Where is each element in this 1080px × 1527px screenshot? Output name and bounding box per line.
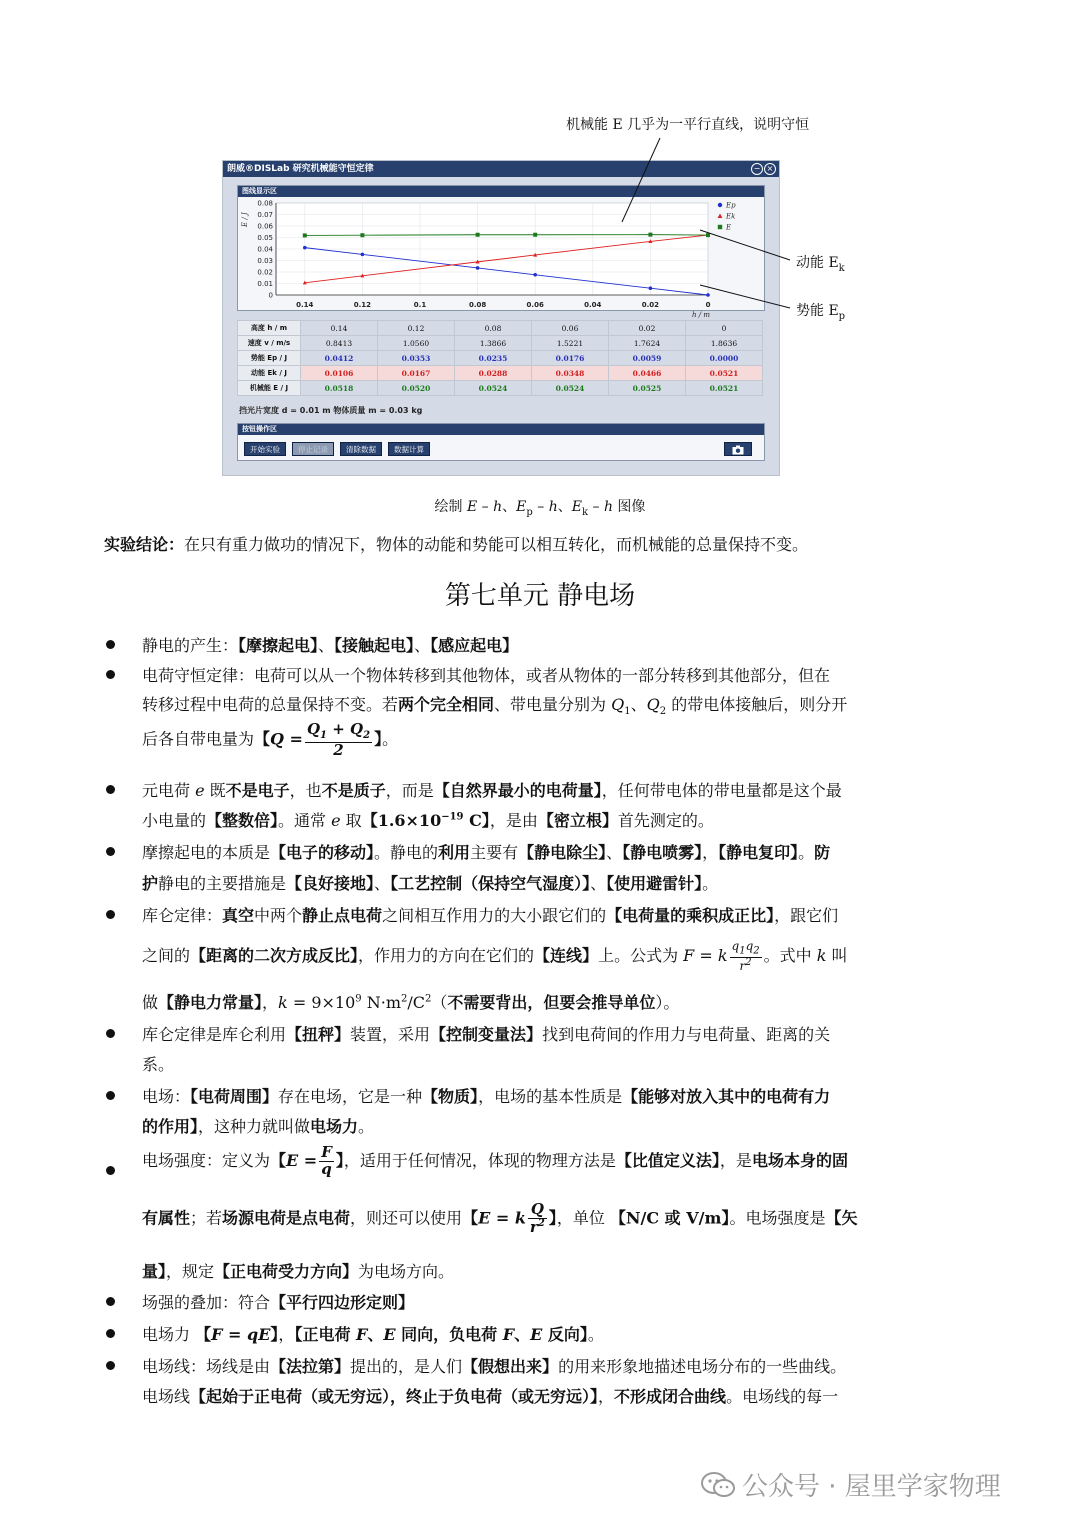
clear-data-button[interactable]: 清除数据 <box>340 442 382 456</box>
operation-panel <box>237 423 765 461</box>
x-tick-label: 0.04 <box>584 301 602 309</box>
table-row-label: 速度 v / m/s <box>238 336 301 351</box>
table-row-label: 高度 h / m <box>238 321 301 336</box>
table-cell: 0 <box>686 321 763 336</box>
table-cell: 0.0524 <box>532 381 609 396</box>
table-cell: 0.0167 <box>378 366 455 381</box>
list-item: 之间的【距离的二次方成反比】，作用力的方向在它们的【连线】上。公式为 F = k $\frac{q_1q_2}{r^2}$ 。式中 k 叫 <box>142 939 848 973</box>
list-item: 电场线：场线是由【法拉第】提出的，是人们【假想出来】的用来形象地描述电场分布的一些曲线。 <box>142 1357 847 1376</box>
op-panel-title: 按钮操作区 <box>238 424 764 435</box>
x-tick-label: 0.02 <box>641 301 660 309</box>
table-cell: 1.8636 <box>686 336 763 351</box>
x-tick-label: 0.1 <box>413 301 427 309</box>
bullet <box>106 670 115 679</box>
bullet <box>106 1091 115 1100</box>
y-tick-label: 0.06 <box>257 222 273 231</box>
bullet <box>106 1029 115 1038</box>
table-cell: 0.0521 <box>686 381 763 396</box>
annotation-lines <box>0 0 1080 340</box>
y-axis-label: E / J <box>241 212 249 227</box>
annotation-mechanical-energy: 机械能 E 几乎为一平行直线，说明守恒 <box>566 117 810 133</box>
compute-data-button[interactable]: 数据计算 <box>388 442 430 456</box>
section-heading: 第七单元 静电场 <box>444 581 636 611</box>
list-item: 电场线【起始于正电荷（或无穷远），终止于负电荷（或无穷远）】，不形成闭合曲线。电场线的每一 <box>142 1387 839 1406</box>
list-item: 护静电的主要措施是【良好接地】、【工艺控制（保持空气湿度）】、【使用避雷针】。 <box>142 874 719 893</box>
list-item: 元电荷 e 既不是电子，也不是质子，而是【自然界最小的电荷量】，任何带电体的带电量都是这个最 <box>142 781 842 800</box>
table-cell: 1.0560 <box>378 336 455 351</box>
legend-label: Ek <box>726 212 736 221</box>
y-tick-label: 0.07 <box>257 211 273 219</box>
window-title: 朗威®DISLab 研究机械能守恒定律 <box>223 161 779 177</box>
table-cell: 0.0466 <box>609 366 686 381</box>
table-cell: 1.7624 <box>609 336 686 351</box>
list-item: 转移过程中电荷的总量保持不变。若两个完全相同、带电量分别为 $Q_1$、$Q_2$ 的带电体接触后，则分开 <box>142 695 848 718</box>
y-tick-label: 0.02 <box>257 268 273 277</box>
table-cell: 0.0348 <box>532 366 609 381</box>
table-cell: 0.0521 <box>686 366 763 381</box>
table-cell: 1.3866 <box>455 336 532 351</box>
table-cell: 0.0518 <box>301 381 378 396</box>
table-cell: 0.08 <box>455 321 532 336</box>
table-cell: 0.0412 <box>301 351 378 366</box>
minimize-icon: − <box>751 163 763 175</box>
watermark: 公众号 · 屋里学家物理 <box>700 1466 1001 1503</box>
list-item: 的作用】，这种力就叫做电场力。 <box>142 1117 375 1136</box>
list-item: 摩擦起电的本质是【电子的移动】。静电的利用主要有【静电除尘】、【静电喷雾】，【静电复印】。防 <box>142 843 831 862</box>
table-row <box>238 381 763 396</box>
x-tick-label: 0.12 <box>353 301 372 309</box>
table-row-label: 动能 Ek / J <box>238 366 301 381</box>
list-item: 电荷守恒定律：电荷可以从一个物体转移到其他物体，或者从物体的一部分转移到其他部分，但在 <box>142 666 831 685</box>
figure-caption: 绘制 E – h、$E_p$ – h、$E_k$ – h 图像 <box>434 499 646 518</box>
table-cell: 0.14 <box>301 321 378 336</box>
stop-record-button[interactable]: 停止记录 <box>292 442 334 456</box>
legend-label: E <box>726 223 732 232</box>
table-row <box>238 351 763 366</box>
table-cell: 0.12 <box>378 321 455 336</box>
bullet <box>106 640 115 649</box>
conclusion: 实验结论：在只有重力做功的情况下，物体的动能和势能可以相互转化，而机械能的总量保持不变。 <box>104 535 809 554</box>
wechat-icon <box>700 1471 736 1499</box>
bullet <box>106 1361 115 1370</box>
x-axis-label: h / m <box>692 311 710 319</box>
legend-label: Ep <box>726 201 736 210</box>
list-item: 后各自带电量为【Q = $\frac{Q_1 + Q_2}{2}$ 】。 <box>142 720 399 759</box>
table-cell: 0.0059 <box>609 351 686 366</box>
list-item: 静电的产生：【摩擦起电】、【接触起电】、【感应起电】 <box>142 636 519 655</box>
start-experiment-button[interactable]: 开始实验 <box>244 442 286 456</box>
table-cell: 0.06 <box>532 321 609 336</box>
y-tick-label: 0.04 <box>257 245 273 254</box>
close-icon: × <box>764 163 776 175</box>
camera-icon <box>732 445 744 455</box>
list-item: 电场强度：定义为【E = $\frac{F}{q}$ 】，适用于任何情况，体现的物理方法是【比值定义法】，是电场本身的固 <box>142 1143 848 1178</box>
list-item: 量】，规定【正电荷受力方向】为电场方向。 <box>142 1262 455 1281</box>
table-cell: 0.0353 <box>378 351 455 366</box>
bullet <box>106 785 115 794</box>
list-item: 库仑定律是库仑利用【扭秤】装置，采用【控制变量法】找到电荷间的作用力与电荷量、距离的关 <box>142 1025 831 1044</box>
x-tick-label: 0.06 <box>526 301 544 309</box>
bullet <box>106 1166 115 1175</box>
annotation-potential-energy: 势能 $E_p$ <box>796 303 846 322</box>
x-tick-label: 0.14 <box>296 301 314 309</box>
table-cell: 1.5221 <box>532 336 609 351</box>
bullet <box>106 1329 115 1338</box>
list-item: 电场力 【F = qE】，【正电荷 F、E 同向，负电荷 F、E 反向】。 <box>142 1325 604 1344</box>
list-item: 场强的叠加：符合【平行四边形定则】 <box>142 1293 415 1312</box>
list-item: 电场：【电荷周围】存在电场，它是一种【物质】，电场的基本性质是【能够对放入其中的电荷有力 <box>142 1087 831 1106</box>
y-tick-label: 0.05 <box>257 234 273 242</box>
table-cell: 0.0288 <box>455 366 532 381</box>
x-tick-label: 0 <box>705 301 711 309</box>
list-item: 系。 <box>142 1055 175 1074</box>
y-tick-label: 0.01 <box>257 280 273 288</box>
table-cell: 0.0235 <box>455 351 532 366</box>
table-cell: 0.02 <box>609 321 686 336</box>
table-cell: 0.0176 <box>532 351 609 366</box>
table-row-label: 势能 Ep / J <box>238 351 301 366</box>
camera-button[interactable] <box>724 442 752 456</box>
y-tick-label: 0 <box>268 291 273 300</box>
y-tick-label: 0.08 <box>257 199 273 208</box>
bullet <box>106 910 115 919</box>
y-tick-label: 0.03 <box>257 257 273 265</box>
list-item: 做【静电力常量】，$k = 9\times 10^9$ $N\cdot m^2/C^2$（不需要背出，但要会推导单位）。 <box>142 993 680 1012</box>
table-cell: 0.0524 <box>455 381 532 396</box>
table-cell: 0.8413 <box>301 336 378 351</box>
bullet <box>106 1297 115 1306</box>
chart-panel-title: 图线显示区 <box>238 186 764 197</box>
table-cell: 0.0520 <box>378 381 455 396</box>
table-cell: 0.0106 <box>301 366 378 381</box>
bullet <box>106 847 115 856</box>
table-row-label: 机械能 E / J <box>238 381 301 396</box>
list-item: 库仑定律：真空中两个静止点电荷之间相互作用力的大小跟它们的【电荷量的乘积成正比】，跟它们 <box>142 906 839 925</box>
table-cell: 0.0000 <box>686 351 763 366</box>
table-cell: 0.0525 <box>609 381 686 396</box>
experiment-params: 挡光片宽度 d = 0.01 m 物体质量 m = 0.03 kg <box>239 406 423 415</box>
annotation-kinetic-energy: 动能 $E_k$ <box>796 255 845 274</box>
table-row <box>238 366 763 381</box>
list-item: 有属性；若场源电荷是点电荷，则还可以使用【E = k $\frac{Q}{r^2}$ 】，单位 【N/C 或 V/m】。电场强度是【矢 <box>142 1200 858 1236</box>
list-item: 小电量的【整数倍】。通常 e 取【$1.6\times 10^{-19}$ C】，是由【密立根】首先测定的。 <box>142 811 714 830</box>
x-tick-label: 0.08 <box>468 301 487 309</box>
